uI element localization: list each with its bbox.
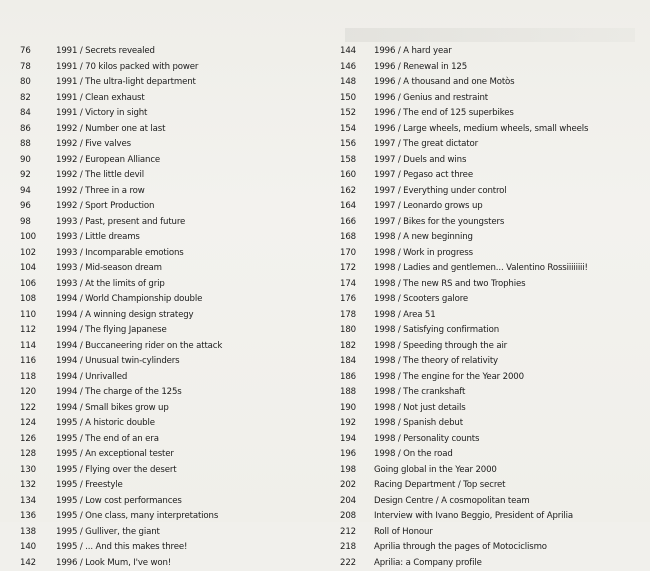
entry-page-number: 140: [20, 540, 56, 556]
entry-page-number: 88: [20, 137, 56, 153]
entry-page-number: 118: [20, 370, 56, 386]
entry-page-number: 134: [20, 494, 56, 510]
entry-page-number: 120: [20, 385, 56, 401]
entry-page-number: 204: [340, 494, 374, 510]
contents-entry: [20, 540, 320, 556]
contents-entry: [340, 556, 640, 571]
contents-entry: [20, 230, 320, 246]
entry-page-number: 144: [340, 44, 374, 60]
contents-entry: [340, 463, 640, 479]
contents-entry: [20, 153, 320, 169]
contents-entry: [20, 308, 320, 324]
entry-page-number: 92: [20, 168, 56, 184]
entry-title: 1998 / Scooters galore: [374, 292, 640, 308]
contents-entry: [340, 168, 640, 184]
contents-entry: [20, 370, 320, 386]
contents-entry: [20, 478, 320, 494]
contents-entry: [20, 60, 320, 76]
entry-page-number: 100: [20, 230, 56, 246]
entry-page-number: 124: [20, 416, 56, 432]
entry-page-number: 116: [20, 354, 56, 370]
contents-entry: [20, 106, 320, 122]
entry-title: 1998 / The crankshaft: [374, 385, 640, 401]
entry-title: 1992 / The little devil: [56, 168, 320, 184]
contents-entry: [20, 463, 320, 479]
entry-title: 1994 / The flying Japanese: [56, 323, 320, 339]
entry-page-number: 186: [340, 370, 374, 386]
contents-entry: [340, 308, 640, 324]
entry-title: 1998 / Ladies and gentlemen... Valentino Rossiiiiiiii!: [374, 261, 640, 277]
contents-entry: [20, 246, 320, 262]
entry-page-number: 172: [340, 261, 374, 277]
entry-page-number: 126: [20, 432, 56, 448]
entry-page-number: 106: [20, 277, 56, 293]
entry-title: 1996 / Renewal in 125: [374, 60, 640, 76]
entry-page-number: 222: [340, 556, 374, 571]
entry-page-number: 142: [20, 556, 56, 571]
entry-title: 1993 / Little dreams: [56, 230, 320, 246]
contents-entry: [340, 215, 640, 231]
entry-title: 1991 / Secrets revealed: [56, 44, 320, 60]
contents-entry: [20, 199, 320, 215]
entry-title: 1996 / Genius and restraint: [374, 91, 640, 107]
contents-column-right: [340, 44, 640, 571]
entry-title: 1992 / Five valves: [56, 137, 320, 153]
entry-title: 1992 / Number one at last: [56, 122, 320, 138]
entry-page-number: 208: [340, 509, 374, 525]
entry-page-number: 78: [20, 60, 56, 76]
entry-page-number: 82: [20, 91, 56, 107]
contents-entry: [20, 509, 320, 525]
entry-page-number: 138: [20, 525, 56, 541]
contents-entry: [20, 168, 320, 184]
contents-entry: [340, 277, 640, 293]
entry-page-number: 194: [340, 432, 374, 448]
entry-title: Going global in the Year 2000: [374, 463, 640, 479]
entry-page-number: 196: [340, 447, 374, 463]
entry-page-number: 174: [340, 277, 374, 293]
contents-entry: [20, 354, 320, 370]
contents-entry: [340, 354, 640, 370]
entry-title: 1995 / The end of an era: [56, 432, 320, 448]
contents-entry: [340, 292, 640, 308]
entry-page-number: 98: [20, 215, 56, 231]
entry-page-number: 130: [20, 463, 56, 479]
entry-title: 1998 / On the road: [374, 447, 640, 463]
contents-entry: [20, 292, 320, 308]
entry-page-number: 160: [340, 168, 374, 184]
contents-entry: [20, 401, 320, 417]
entry-page-number: 76: [20, 44, 56, 60]
contents-entry: [20, 339, 320, 355]
entry-page-number: 84: [20, 106, 56, 122]
entry-page-number: 188: [340, 385, 374, 401]
entry-title: Racing Department / Top secret: [374, 478, 640, 494]
entry-title: 1993 / At the limits of grip: [56, 277, 320, 293]
entry-page-number: 122: [20, 401, 56, 417]
contents-entry: [340, 432, 640, 448]
entry-title: 1992 / European Alliance: [56, 153, 320, 169]
contents-entry: [340, 153, 640, 169]
contents-entry: [340, 401, 640, 417]
contents-entry: [20, 432, 320, 448]
entry-title: 1997 / Bikes for the youngsters: [374, 215, 640, 231]
contents-entry: [340, 137, 640, 153]
entry-title: 1993 / Incomparable emotions: [56, 246, 320, 262]
contents-entry: [340, 525, 640, 541]
contents-entry: [340, 494, 640, 510]
entry-title: 1998 / The new RS and two Trophies: [374, 277, 640, 293]
contents-entry: [20, 494, 320, 510]
entry-title: 1996 / Look Mum, I've won!: [56, 556, 320, 571]
entry-title: 1998 / Not just details: [374, 401, 640, 417]
entry-page-number: 192: [340, 416, 374, 432]
contents-entry: [20, 75, 320, 91]
contents-entry: [340, 106, 640, 122]
entry-title: 1992 / Sport Production: [56, 199, 320, 215]
entry-title: 1998 / The theory of relativity: [374, 354, 640, 370]
entry-page-number: 212: [340, 525, 374, 541]
entry-page-number: 152: [340, 106, 374, 122]
entry-title: 1998 / Work in progress: [374, 246, 640, 262]
entry-page-number: 108: [20, 292, 56, 308]
contents-entry: [20, 261, 320, 277]
entry-page-number: 202: [340, 478, 374, 494]
entry-title: 1998 / Personality counts: [374, 432, 640, 448]
entry-title: 1995 / Freestyle: [56, 478, 320, 494]
contents-entry: [340, 261, 640, 277]
entry-page-number: 94: [20, 184, 56, 200]
contents-entry: [20, 525, 320, 541]
entry-title: 1997 / Pegaso act three: [374, 168, 640, 184]
entry-title: Roll of Honour: [374, 525, 640, 541]
entry-title: 1994 / Unusual twin-cylinders: [56, 354, 320, 370]
entry-page-number: 180: [340, 323, 374, 339]
entry-title: 1995 / Gulliver, the giant: [56, 525, 320, 541]
contents-entry: [20, 215, 320, 231]
entry-page-number: 128: [20, 447, 56, 463]
entry-title: 1991 / 70 kilos packed with power: [56, 60, 320, 76]
contents-entry: [20, 277, 320, 293]
contents-entry: [20, 556, 320, 571]
entry-page-number: 162: [340, 184, 374, 200]
entry-title: 1993 / Mid-season dream: [56, 261, 320, 277]
entry-page-number: 110: [20, 308, 56, 324]
contents-entry: [20, 137, 320, 153]
contents-entry: [340, 91, 640, 107]
entry-page-number: 114: [20, 339, 56, 355]
entry-title: 1993 / Past, present and future: [56, 215, 320, 231]
entry-title: 1998 / Spanish debut: [374, 416, 640, 432]
entry-title: 1991 / Clean exhaust: [56, 91, 320, 107]
entry-title: 1996 / Large wheels, medium wheels, small wheels: [374, 122, 640, 138]
contents-entry: [340, 122, 640, 138]
entry-title: 1998 / Area 51: [374, 308, 640, 324]
contents-entry: [340, 199, 640, 215]
contents-entry: [20, 184, 320, 200]
entry-page-number: 154: [340, 122, 374, 138]
show-through-ink: [345, 28, 635, 42]
entry-title: 1995 / One class, many interpretations: [56, 509, 320, 525]
contents-entry: [340, 478, 640, 494]
contents-entry: [20, 447, 320, 463]
entry-title: 1997 / The great dictator: [374, 137, 640, 153]
entry-page-number: 176: [340, 292, 374, 308]
entry-title: Aprilia: a Company profile: [374, 556, 640, 571]
contents-entry: [340, 370, 640, 386]
entry-page-number: 150: [340, 91, 374, 107]
entry-title: 1994 / Small bikes grow up: [56, 401, 320, 417]
contents-entry: [20, 416, 320, 432]
contents-entry: [340, 447, 640, 463]
entry-title: 1995 / A historic double: [56, 416, 320, 432]
entry-title: 1994 / A winning design strategy: [56, 308, 320, 324]
entry-title: 1998 / Satisfying confirmation: [374, 323, 640, 339]
entry-title: 1994 / World Championship double: [56, 292, 320, 308]
entry-title: 1996 / A hard year: [374, 44, 640, 60]
entry-title: 1995 / Low cost performances: [56, 494, 320, 510]
contents-entry: [340, 323, 640, 339]
entry-title: 1994 / Buccaneering rider on the attack: [56, 339, 320, 355]
entry-page-number: 190: [340, 401, 374, 417]
entry-title: 1996 / The end of 125 superbikes: [374, 106, 640, 122]
contents-entry: [340, 509, 640, 525]
entry-title: 1997 / Leonardo grows up: [374, 199, 640, 215]
entry-title: 1995 / Flying over the desert: [56, 463, 320, 479]
contents-entry: [20, 323, 320, 339]
entry-title: 1998 / The engine for the Year 2000: [374, 370, 640, 386]
contents-entry: [20, 91, 320, 107]
entry-title: 1995 / An exceptional tester: [56, 447, 320, 463]
entry-page-number: 136: [20, 509, 56, 525]
entry-title: 1997 / Everything under control: [374, 184, 640, 200]
contents-entry: [20, 122, 320, 138]
entry-title: 1992 / Three in a row: [56, 184, 320, 200]
entry-page-number: 90: [20, 153, 56, 169]
entry-page-number: 164: [340, 199, 374, 215]
entry-title: 1991 / The ultra-light department: [56, 75, 320, 91]
entry-title: Design Centre / A cosmopolitan team: [374, 494, 640, 510]
entry-page-number: 156: [340, 137, 374, 153]
contents-entry: [340, 184, 640, 200]
entry-page-number: 168: [340, 230, 374, 246]
entry-page-number: 96: [20, 199, 56, 215]
entry-page-number: 184: [340, 354, 374, 370]
entry-title: Aprilia through the pages of Motociclismo: [374, 540, 640, 556]
entry-title: 1996 / A thousand and one Motòs: [374, 75, 640, 91]
entry-page-number: 158: [340, 153, 374, 169]
entry-title: 1998 / A new beginning: [374, 230, 640, 246]
entry-page-number: 80: [20, 75, 56, 91]
entry-title: Interview with Ivano Beggio, President of Aprilia: [374, 509, 640, 525]
entry-page-number: 198: [340, 463, 374, 479]
contents-entry: [340, 75, 640, 91]
entry-page-number: 170: [340, 246, 374, 262]
contents-entry: [340, 339, 640, 355]
contents-entry: [340, 246, 640, 262]
contents-column-left: [20, 44, 320, 571]
entry-page-number: 182: [340, 339, 374, 355]
entry-page-number: 218: [340, 540, 374, 556]
entry-page-number: 178: [340, 308, 374, 324]
entry-page-number: 132: [20, 478, 56, 494]
entry-title: 1995 / ... And this makes three!: [56, 540, 320, 556]
entry-title: 1994 / Unrivalled: [56, 370, 320, 386]
contents-entry: [340, 230, 640, 246]
entry-page-number: 104: [20, 261, 56, 277]
contents-entry: [20, 385, 320, 401]
contents-entry: [340, 44, 640, 60]
entry-title: 1994 / The charge of the 125s: [56, 385, 320, 401]
contents-entry: [340, 416, 640, 432]
entry-page-number: 146: [340, 60, 374, 76]
entry-page-number: 166: [340, 215, 374, 231]
contents-entry: [340, 385, 640, 401]
entry-title: 1998 / Speeding through the air: [374, 339, 640, 355]
contents-entry: [20, 44, 320, 60]
entry-title: 1991 / Victory in sight: [56, 106, 320, 122]
entry-title: 1997 / Duels and wins: [374, 153, 640, 169]
entry-page-number: 112: [20, 323, 56, 339]
contents-entry: [340, 60, 640, 76]
entry-page-number: 148: [340, 75, 374, 91]
contents-entry: [340, 540, 640, 556]
entry-page-number: 102: [20, 246, 56, 262]
entry-page-number: 86: [20, 122, 56, 138]
